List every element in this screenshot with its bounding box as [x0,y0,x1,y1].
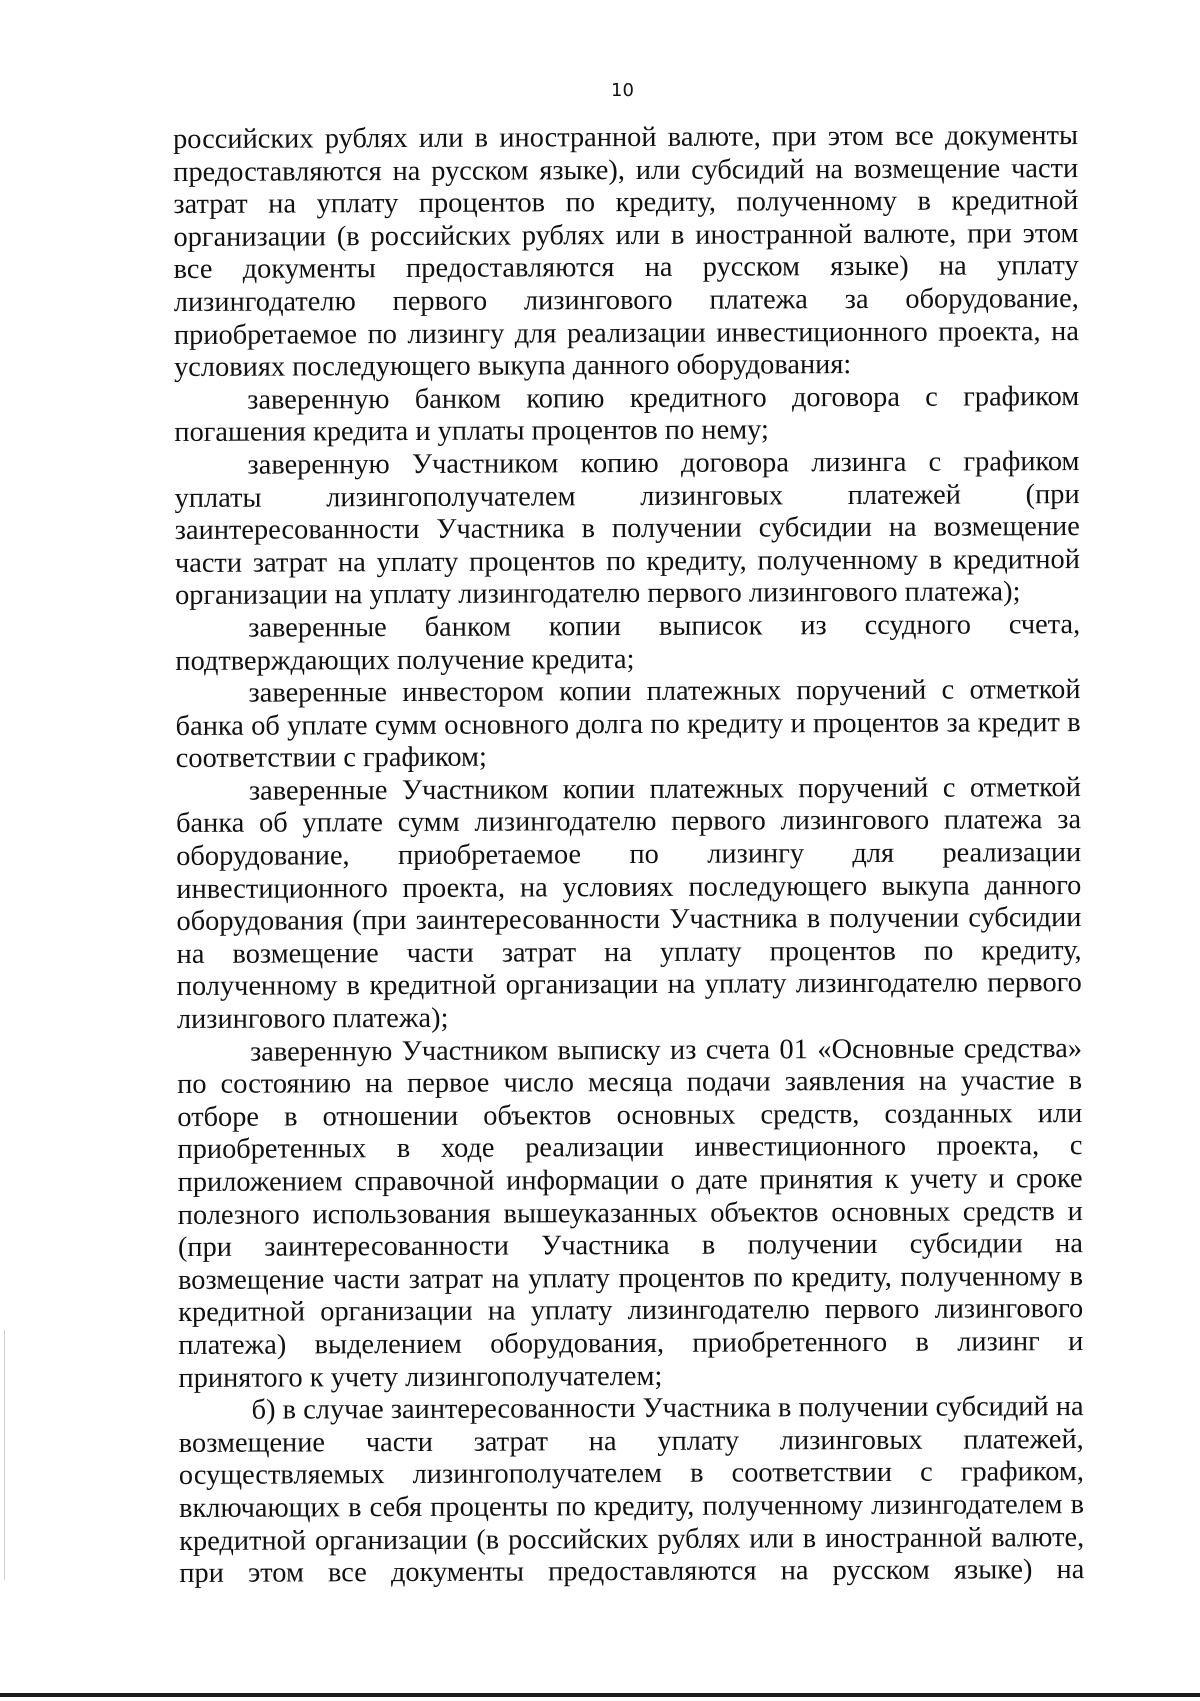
scan-bottom-border [0,1693,1200,1697]
page-number: 10 [611,80,634,101]
paragraph-continuation: российских рублях или в иностранной валюте, при этом все документы предоставляются на русском языке), или субсидий на возмещение части затрат на уплату процентов по кредиту, полученному в кредитной организации (в российских рублях или в иностранной валюте, при этом все документы предоставляются на русском языке) на уплату лизингодателю первого лизингового платежа за оборудование, приобретаемое по лизингу для реализации инвестиционного проекта, на условиях последующего выкупа данного оборудования: [173,120,1079,384]
paragraph-item-b: б) в случае заинтересованности Участника в получении субсидий на возмещение части затрат на уплату лизинговых платежей, осуществляемых лизингополучателем в соответствии с графиком, включающих в себя проценты по кредиту, полученному лизингодателем в кредитной организации (в российских рублях или в иностранной валюте, при этом все документы предоставляются на русском языке) на [178,1391,1085,1590]
paragraph-bank-loan-copy: заверенную банком копию кредитного договора с графиком погашения кредита и уплаты процентов по нему; [174,380,1080,449]
paragraph-investor-payment-orders: заверенные инвестором копии платежных поручений с отметкой банка об уплате сумм основного долга по кредиту и процентов за кредит в соответствии с графиком; [175,674,1081,775]
document-body [173,120,1084,1591]
paragraph-leasing-contract-copy: заверенную Участником копию договора лизинга с графиком уплаты лизингополучателем лизинговых платежей (при заинтересованности Участника в получении субсидии на возмещение части затрат на уплату процентов по кредиту, полученному в кредитной организации на уплату лизингодателю первого лизингового платежа); [174,445,1080,612]
paragraph-fixed-assets-statement: заверенную Участником выписку из счета 01 «Основные средства» по состоянию на первое число месяца подачи заявления на участие в отборе в отношении объектов основных средств, созданных или приобретенных в ходе реализации инвестиционного проекта, с приложением справочной информации о дате принятия к учету и сроке полезного использования вышеуказанных объектов основных средств и (при заинтересованности Участника в получении субсидии на возмещение части затрат на уплату процентов по кредиту, полученному в кредитной организации на уплату лизингодателю первого лизингового платежа) выделением оборудования, приобретенного в лизинг и принятого к учету лизингополучателем; [177,1032,1084,1394]
paragraph-participant-payment-orders: заверенные Участником копии платежных поручений с отметкой банка об уплате сумм лизингодателю первого лизингового платежа за оборудование, приобретаемое по лизингу для реализации инвестиционного проекта, на условиях последующего выкупа данного оборудования (при заинтересованности Участника в получении субсидии на возмещение части затрат на уплату процентов по кредиту, полученному в кредитной организации на уплату лизингодателю первого лизингового платежа); [175,771,1082,1036]
paragraph-loan-account-statements: заверенные банком копии выписок из ссудного счета, подтверждающих получение кредита; [175,608,1081,677]
scan-edge-mark [4,1330,5,1580]
